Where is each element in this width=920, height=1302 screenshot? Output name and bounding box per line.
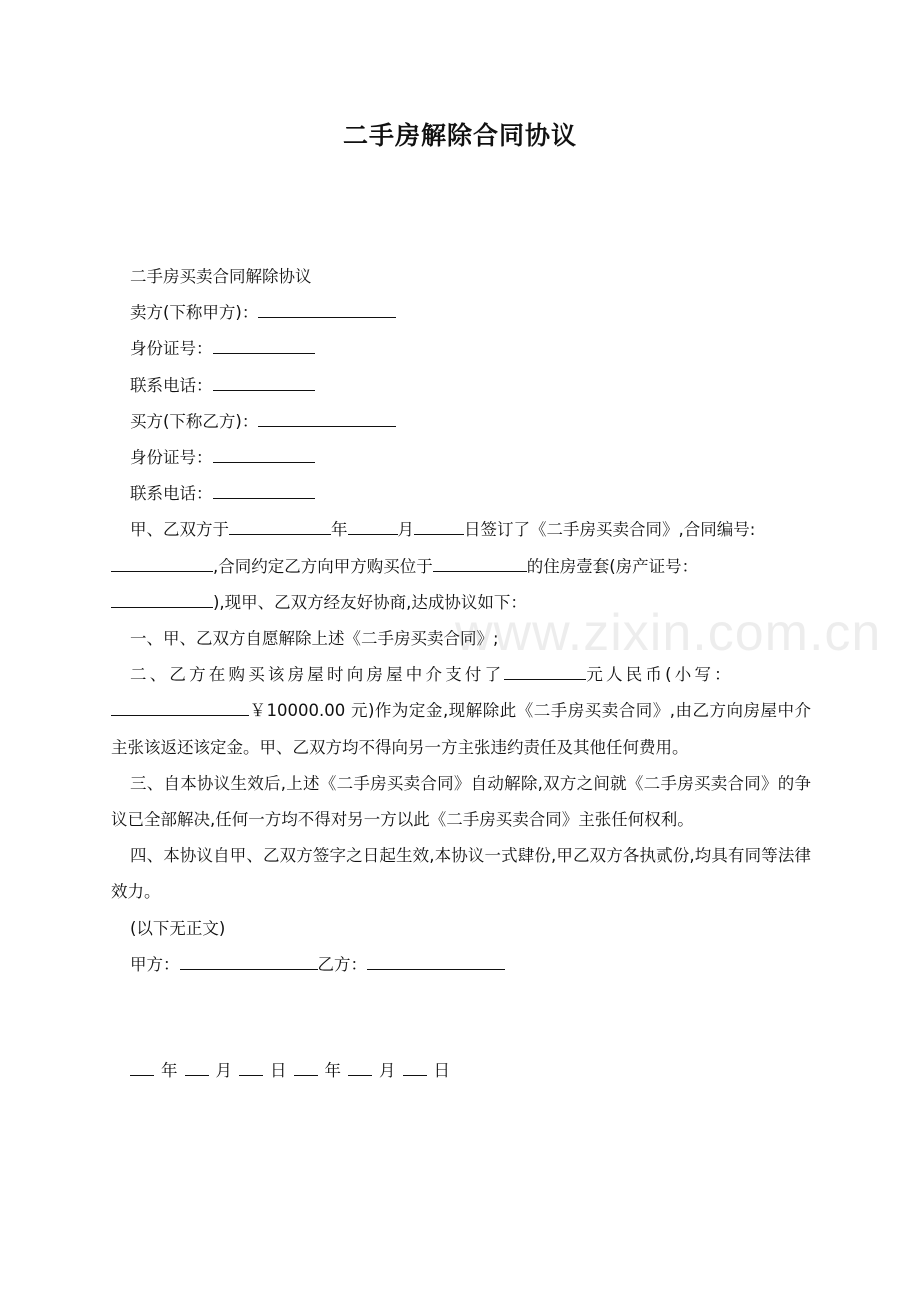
property-cert-blank[interactable] bbox=[111, 592, 213, 608]
buyer-id-label: 身份证号： bbox=[130, 448, 213, 468]
clause-3 bbox=[111, 766, 811, 838]
buyer-id-blank[interactable] bbox=[213, 447, 315, 463]
document-title: 二手房解除合同协议 bbox=[342, 121, 577, 150]
party-b-sign-label: 乙方： bbox=[317, 954, 367, 974]
intro-text-4: 的住房壹套(房产证号： bbox=[526, 556, 699, 576]
party-b-month-blank[interactable] bbox=[348, 1060, 372, 1076]
party-a-sign-blank[interactable] bbox=[180, 954, 318, 970]
party-a-year-label: 年 bbox=[161, 1061, 178, 1080]
intro-year: 年 bbox=[331, 520, 348, 540]
clause-4-text: 四、本协议自甲、乙双方签字之日起生效,本协议一式肆份,甲乙双方各执贰份,均具有同等法律效力。 bbox=[111, 846, 811, 902]
subtitle: 二手房买卖合同解除协议 bbox=[130, 267, 312, 286]
seller-id-blank[interactable] bbox=[213, 338, 315, 354]
watermark: www.zixin.com.cn bbox=[455, 604, 882, 662]
clause-1: 一、甲、乙双方自愿解除上述《二手房买卖合同》; bbox=[130, 629, 499, 649]
party-a-month-blank[interactable] bbox=[185, 1060, 209, 1076]
seller-phone-blank[interactable] bbox=[213, 375, 315, 391]
clause-2-text-c: ￥10000.00 元)作为定金,现解除此《二手房买卖合同》,由乙方向房屋中介主张该返还该定金。甲、乙双方均不得向另一方主张违约责任及其他任何费用。 bbox=[111, 701, 811, 757]
clause-2-text-b: 元人民币(小写： bbox=[586, 665, 734, 685]
party-b-month-label: 月 bbox=[379, 1061, 396, 1080]
end-note: (以下无正文) bbox=[130, 918, 226, 938]
sign-day-blank[interactable] bbox=[414, 519, 464, 535]
seller-name-blank[interactable] bbox=[258, 302, 396, 318]
buyer-label: 买方(下称乙方)： bbox=[130, 411, 259, 431]
party-b-sign-blank[interactable] bbox=[367, 954, 505, 970]
date-row bbox=[130, 1053, 457, 1089]
intro-paragraph bbox=[111, 512, 811, 621]
buyer-phone-blank[interactable] bbox=[213, 483, 315, 499]
deposit-amount-blank[interactable] bbox=[504, 664, 586, 680]
seller-id-line bbox=[111, 331, 811, 367]
intro-text-5: ),现甲、乙双方经友好协商,达成协议如下： bbox=[213, 592, 527, 612]
party-a-month-label: 月 bbox=[215, 1061, 232, 1080]
party-a-day-label: 日 bbox=[270, 1061, 287, 1080]
buyer-name-blank[interactable] bbox=[258, 411, 396, 427]
buyer-phone-line bbox=[111, 476, 811, 512]
seller-id-label: 身份证号： bbox=[130, 339, 213, 359]
sign-year-blank[interactable] bbox=[229, 519, 331, 535]
party-b-day-label: 日 bbox=[433, 1061, 450, 1080]
seller-line bbox=[111, 295, 811, 331]
party-b-year-label: 年 bbox=[324, 1061, 341, 1080]
party-b-year-blank[interactable] bbox=[294, 1060, 318, 1076]
contract-number-blank[interactable] bbox=[111, 556, 213, 572]
intro-month: 月 bbox=[397, 520, 414, 540]
sign-month-blank[interactable] bbox=[348, 519, 398, 535]
signature-line bbox=[111, 947, 811, 983]
document-body bbox=[111, 259, 811, 983]
property-location-blank[interactable] bbox=[433, 556, 527, 572]
intro-text-3: ,合同约定乙方向甲方购买位于 bbox=[213, 556, 433, 576]
clause-2-text-a: 二、乙方在购买该房屋时向房屋中介支付了 bbox=[130, 665, 505, 685]
intro-text-2: 日签订了《二手房买卖合同》,合同编号: bbox=[464, 520, 756, 540]
party-b-day-blank[interactable] bbox=[403, 1060, 427, 1076]
clause-4 bbox=[111, 838, 811, 910]
party-a-day-blank[interactable] bbox=[239, 1060, 263, 1076]
clause-3-text: 三、自本协议生效后,上述《二手房买卖合同》自动解除,双方之间就《二手房买卖合同》的争议已全部解决,任何一方均不得对另一方以此《二手房买卖合同》主张任何权利。 bbox=[111, 773, 811, 830]
seller-phone-label: 联系电话： bbox=[130, 375, 213, 395]
seller-phone-line bbox=[111, 368, 811, 404]
party-a-sign-label: 甲方： bbox=[130, 954, 180, 974]
seller-label: 卖方(下称甲方)： bbox=[130, 303, 259, 323]
intro-text-1: 甲、乙双方于 bbox=[130, 520, 229, 540]
buyer-id-line bbox=[111, 440, 811, 476]
party-a-year-blank[interactable] bbox=[130, 1060, 154, 1076]
buyer-line bbox=[111, 404, 811, 440]
deposit-written-blank[interactable] bbox=[111, 700, 249, 716]
clause-2 bbox=[111, 657, 811, 766]
buyer-phone-label: 联系电话： bbox=[130, 484, 213, 504]
